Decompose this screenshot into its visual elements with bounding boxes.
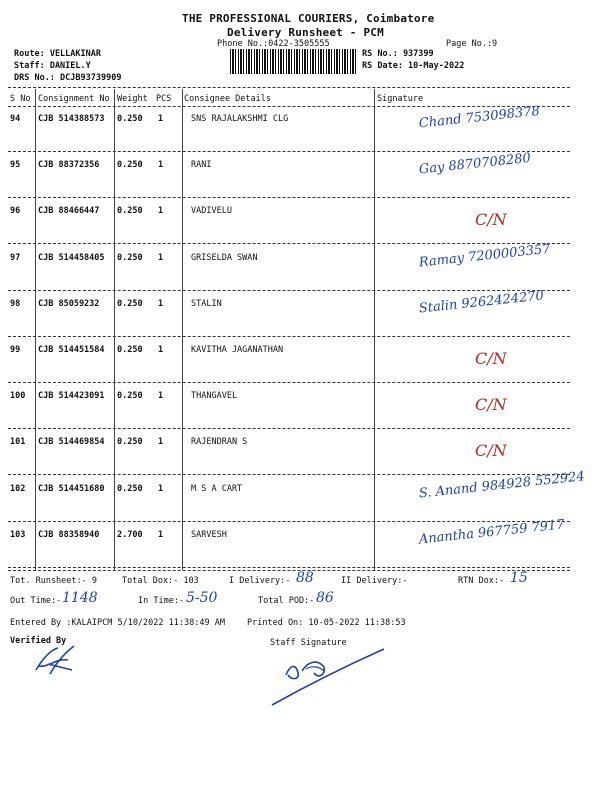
row-divider <box>8 474 570 475</box>
document-title: Delivery Runsheet - PCM <box>227 26 384 39</box>
row-sno: 97 <box>10 252 21 263</box>
row-consignee: THANGAVEL <box>191 391 238 402</box>
col-weight: Weight <box>117 94 148 104</box>
in-time-handwritten: 5-50 <box>186 590 218 606</box>
row-pcs: 1 <box>158 252 164 263</box>
rtn-dox: RTN Dox:- <box>458 576 505 586</box>
row-weight: 0.250 <box>117 160 143 171</box>
table-row <box>0 151 600 206</box>
header-divider-top <box>8 87 570 88</box>
row-signature: Stalin 9262424270 <box>418 288 545 317</box>
table-row <box>0 288 600 345</box>
row-divider <box>8 197 570 198</box>
row-consignment-no: CJB 85059232 <box>38 298 100 309</box>
row-consignee: VADIVELU <box>191 206 232 217</box>
row-divider <box>8 243 570 244</box>
row-consignment-no: CJB 514451680 <box>38 483 105 494</box>
row-signature: C/N <box>475 210 507 230</box>
company-name: THE PROFESSIONAL COURIERS, Coimbatore <box>182 12 435 25</box>
in-time: In Time:- <box>138 596 185 606</box>
phone-number: Phone No.:0422-3505555 <box>217 39 330 49</box>
row-weight: 0.250 <box>117 437 143 448</box>
col-pcs: PCS <box>156 94 172 104</box>
tot-runsheet: Tot. Runsheet:- 9 <box>10 576 97 586</box>
row-weight: 0.250 <box>117 114 143 124</box>
row-weight: 0.250 <box>117 345 143 355</box>
row-pcs: 1 <box>158 391 164 402</box>
row-divider <box>8 290 570 291</box>
row-consignee: KAVITHA JAGANATHAN <box>191 345 284 355</box>
row-consignee: RAJENDRAN S <box>191 437 248 448</box>
row-consignee: SARVESH <box>191 529 227 540</box>
drs-number: DRS No.: DCJB93739909 <box>14 73 122 83</box>
col-consignment: Consignment No <box>38 94 110 104</box>
row-consignment-no: CJB 88372356 <box>38 160 100 171</box>
col-sno: S No <box>10 94 31 104</box>
row-signature: Gay 8870708280 <box>418 151 532 178</box>
total-pod: Total POD:- <box>258 596 315 606</box>
row-signature: Anantha 967759 7917 <box>418 517 566 548</box>
row-consignee: GRISELDA SWAN <box>191 252 258 263</box>
row-pcs: 1 <box>158 160 164 171</box>
row-consignee: STALIN <box>191 298 222 309</box>
row-sno: 99 <box>10 345 21 355</box>
row-pcs: 1 <box>158 483 164 494</box>
out-time: Out Time:- <box>10 596 62 606</box>
staff-label: Staff: DANIEL.Y <box>14 61 91 71</box>
row-weight: 0.250 <box>117 206 143 217</box>
footer-divider <box>8 570 570 571</box>
row-pcs: 1 <box>158 529 164 540</box>
barcode-image <box>230 49 358 74</box>
row-weight: 2.700 <box>117 529 143 540</box>
row-sno: 94 <box>10 114 21 124</box>
row-sno: 98 <box>10 298 21 309</box>
row-signature: S. Anand 984928 552924 <box>418 468 586 502</box>
row-weight: 0.250 <box>117 391 143 402</box>
i-delivery-handwritten: 88 <box>296 570 314 586</box>
row-divider <box>8 336 570 337</box>
row-signature: C/N <box>475 441 507 461</box>
row-consignment-no: CJB 514469854 <box>38 437 105 448</box>
out-time-handwritten: 1148 <box>62 590 98 606</box>
row-sno: 95 <box>10 160 21 171</box>
staff-signature-scribble <box>268 645 388 710</box>
row-consignment-no: CJB 514458405 <box>38 252 105 263</box>
row-signature: C/N <box>475 349 507 368</box>
row-signature: Ramay 7200003357 <box>418 241 552 271</box>
row-sno: 101 <box>10 437 26 448</box>
staff-signature-label: Staff Signature <box>270 638 347 648</box>
row-divider <box>8 428 570 429</box>
ii-delivery: II Delivery:- <box>341 576 408 586</box>
row-divider <box>8 151 570 152</box>
row-signature: C/N <box>475 395 507 415</box>
row-consignment-no: CJB 514451584 <box>38 345 105 355</box>
row-consignee: RANI <box>191 160 212 171</box>
row-divider <box>8 521 570 522</box>
row-pcs: 1 <box>158 437 164 448</box>
row-pcs: 1 <box>158 114 164 124</box>
total-dox: Total Dox:- 103 <box>122 576 199 586</box>
row-sno: 102 <box>10 483 26 494</box>
entered-by: Entered By :KALAIPCM 5/10/2022 11:38:49 AM <box>10 618 225 628</box>
row-consignee: SNS RAJALAKSHMI CLG <box>191 114 289 124</box>
row-sno: 100 <box>10 391 26 402</box>
row-weight: 0.250 <box>117 298 143 309</box>
col-consignee: Consignee Details <box>184 94 271 104</box>
table-row <box>0 345 600 391</box>
row-consignment-no: CJB 514423091 <box>38 391 105 402</box>
table-row <box>0 391 600 437</box>
row-sno: 103 <box>10 529 26 540</box>
row-sno: 96 <box>10 206 21 217</box>
i-delivery: I Delivery:- <box>229 576 291 586</box>
row-consignment-no: CJB 88466447 <box>38 206 100 217</box>
rtn-dox-handwritten: 15 <box>510 570 528 586</box>
row-consignee: M S A CART <box>191 483 243 494</box>
verified-by-label: Verified By <box>10 636 67 646</box>
total-pod-handwritten: 86 <box>316 590 334 606</box>
table-row <box>0 517 600 576</box>
row-consignment-no: CJB 514388573 <box>38 114 105 124</box>
rs-date: RS Date: 10-May-2022 <box>362 61 465 71</box>
page-number: Page No.:9 <box>446 39 498 49</box>
route-label: Route: VELLAKINAR <box>14 49 101 59</box>
verifier-signature-scribble <box>28 640 88 680</box>
row-pcs: 1 <box>158 298 164 309</box>
row-weight: 0.250 <box>117 483 143 494</box>
row-pcs: 1 <box>158 345 164 355</box>
row-divider <box>8 567 570 568</box>
rs-number: RS No.: 937399 <box>362 49 434 59</box>
col-signature: Signature <box>377 94 424 104</box>
row-signature: Chand 753098378 <box>418 103 541 132</box>
header-divider-bottom <box>8 106 570 107</box>
row-weight: 0.250 <box>117 252 143 263</box>
printed-on: Printed On: 10-05-2022 11:38:53 <box>247 618 406 628</box>
row-consignment-no: CJB 88358940 <box>38 529 100 540</box>
row-divider <box>8 382 570 383</box>
row-pcs: 1 <box>158 206 164 217</box>
